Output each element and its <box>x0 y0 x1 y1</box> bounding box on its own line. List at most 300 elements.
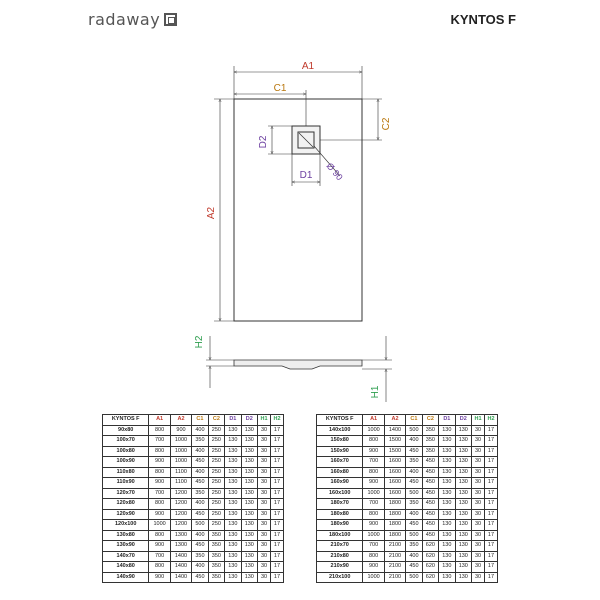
value-cell: 17 <box>270 551 283 562</box>
value-cell: 800 <box>149 530 170 541</box>
value-cell: 400 <box>192 467 208 478</box>
value-cell: 130 <box>455 446 471 457</box>
value-cell: 17 <box>484 520 497 531</box>
value-cell: 30 <box>258 509 271 520</box>
value-cell: 17 <box>270 436 283 447</box>
value-cell: 17 <box>484 572 497 583</box>
size-cell: 130x90 <box>103 541 149 552</box>
column-header: KYNTOS F <box>103 415 149 426</box>
value-cell: 30 <box>258 446 271 457</box>
value-cell: 130 <box>455 530 471 541</box>
value-cell: 400 <box>192 446 208 457</box>
value-cell: 1600 <box>384 467 405 478</box>
size-cell: 100x90 <box>103 457 149 468</box>
value-cell: 450 <box>422 467 438 478</box>
value-cell: 450 <box>192 457 208 468</box>
value-cell: 450 <box>406 478 422 489</box>
value-cell: 30 <box>258 436 271 447</box>
column-header: H2 <box>270 415 283 426</box>
value-cell: 450 <box>422 478 438 489</box>
value-cell: 130 <box>241 488 257 499</box>
dimension-d2 <box>258 126 292 154</box>
value-cell: 130 <box>455 499 471 510</box>
value-cell: 30 <box>258 488 271 499</box>
value-cell: 700 <box>149 488 170 499</box>
value-cell: 450 <box>192 509 208 520</box>
size-cell: 120x80 <box>103 499 149 510</box>
value-cell: 700 <box>363 499 384 510</box>
value-cell: 450 <box>192 572 208 583</box>
value-cell: 250 <box>208 425 224 436</box>
value-cell: 250 <box>208 446 224 457</box>
value-cell: 700 <box>363 457 384 468</box>
size-cell: 180x80 <box>317 509 363 520</box>
value-cell: 130 <box>241 541 257 552</box>
value-cell: 800 <box>149 467 170 478</box>
value-cell: 130 <box>241 509 257 520</box>
value-cell: 17 <box>484 425 497 436</box>
value-cell: 130 <box>225 478 241 489</box>
label-h1: H1 <box>370 385 381 399</box>
value-cell: 620 <box>422 572 438 583</box>
value-cell: 350 <box>192 551 208 562</box>
value-cell: 450 <box>422 509 438 520</box>
value-cell: 30 <box>258 467 271 478</box>
value-cell: 30 <box>258 520 271 531</box>
value-cell: 1800 <box>384 509 405 520</box>
value-cell: 17 <box>270 572 283 583</box>
value-cell: 17 <box>270 446 283 457</box>
dimension-a2 <box>206 99 234 321</box>
value-cell: 800 <box>363 551 384 562</box>
value-cell: 900 <box>149 457 170 468</box>
value-cell: 130 <box>439 436 455 447</box>
value-cell: 900 <box>149 541 170 552</box>
value-cell: 800 <box>363 509 384 520</box>
value-cell: 30 <box>472 509 485 520</box>
value-cell: 130 <box>455 572 471 583</box>
table-row <box>317 488 498 499</box>
table-row <box>103 499 284 510</box>
table-row <box>103 446 284 457</box>
value-cell: 350 <box>422 436 438 447</box>
value-cell: 1000 <box>363 425 384 436</box>
size-cell: 140x70 <box>103 551 149 562</box>
column-header: A1 <box>149 415 170 426</box>
value-cell: 17 <box>270 541 283 552</box>
value-cell: 130 <box>439 478 455 489</box>
value-cell: 1800 <box>384 499 405 510</box>
value-cell: 450 <box>406 520 422 531</box>
size-cell: 210x80 <box>317 551 363 562</box>
value-cell: 250 <box>208 436 224 447</box>
value-cell: 350 <box>406 499 422 510</box>
column-header: D1 <box>439 415 455 426</box>
size-cell: 90x80 <box>103 425 149 436</box>
label-d1: D1 <box>299 170 313 181</box>
value-cell: 130 <box>241 562 257 573</box>
table-row <box>103 436 284 447</box>
value-cell: 700 <box>149 436 170 447</box>
size-cell: 160x100 <box>317 488 363 499</box>
value-cell: 1000 <box>363 488 384 499</box>
value-cell: 130 <box>439 562 455 573</box>
column-header: C1 <box>406 415 422 426</box>
value-cell: 350 <box>208 562 224 573</box>
value-cell: 900 <box>170 425 191 436</box>
value-cell: 1300 <box>170 541 191 552</box>
value-cell: 130 <box>439 425 455 436</box>
value-cell: 17 <box>270 520 283 531</box>
dimension-a1 <box>234 61 362 99</box>
table-row <box>103 551 284 562</box>
size-cell: 140x100 <box>317 425 363 436</box>
value-cell: 30 <box>472 467 485 478</box>
label-c1: C1 <box>273 83 287 94</box>
value-cell: 130 <box>241 551 257 562</box>
dimensions-table-right <box>316 414 498 583</box>
value-cell: 1000 <box>170 457 191 468</box>
value-cell: 130 <box>225 446 241 457</box>
size-cell: 180x70 <box>317 499 363 510</box>
value-cell: 350 <box>208 541 224 552</box>
label-a1: A1 <box>301 61 315 72</box>
value-cell: 400 <box>192 562 208 573</box>
value-cell: 17 <box>484 541 497 552</box>
table-row <box>103 425 284 436</box>
value-cell: 30 <box>258 551 271 562</box>
value-cell: 130 <box>455 436 471 447</box>
value-cell: 130 <box>241 572 257 583</box>
value-cell: 400 <box>406 551 422 562</box>
value-cell: 17 <box>484 457 497 468</box>
value-cell: 30 <box>258 572 271 583</box>
size-cell: 210x70 <box>317 541 363 552</box>
value-cell: 350 <box>192 488 208 499</box>
value-cell: 350 <box>406 457 422 468</box>
value-cell: 130 <box>439 467 455 478</box>
value-cell: 30 <box>472 541 485 552</box>
dimension-c1 <box>234 83 306 126</box>
value-cell: 130 <box>225 541 241 552</box>
dimension-c2 <box>320 99 392 140</box>
table-row <box>103 562 284 573</box>
size-cell: 150x90 <box>317 446 363 457</box>
value-cell: 400 <box>406 467 422 478</box>
value-cell: 900 <box>149 478 170 489</box>
value-cell: 450 <box>406 446 422 457</box>
dimension-diameter <box>314 146 345 182</box>
value-cell: 800 <box>149 499 170 510</box>
value-cell: 30 <box>472 551 485 562</box>
value-cell: 800 <box>149 446 170 457</box>
table-row <box>103 520 284 531</box>
value-cell: 130 <box>439 457 455 468</box>
value-cell: 250 <box>208 467 224 478</box>
value-cell: 2100 <box>384 562 405 573</box>
column-header: KYNTOS F <box>317 415 363 426</box>
dimensions-table-left <box>102 414 284 583</box>
value-cell: 1000 <box>170 436 191 447</box>
value-cell: 350 <box>208 551 224 562</box>
table-row <box>317 530 498 541</box>
value-cell: 1100 <box>170 478 191 489</box>
value-cell: 17 <box>484 509 497 520</box>
value-cell: 30 <box>472 425 485 436</box>
value-cell: 130 <box>455 562 471 573</box>
value-cell: 17 <box>270 425 283 436</box>
value-cell: 1600 <box>384 478 405 489</box>
value-cell: 130 <box>241 446 257 457</box>
table-row <box>103 467 284 478</box>
value-cell: 30 <box>472 562 485 573</box>
value-cell: 130 <box>455 551 471 562</box>
size-cell: 120x70 <box>103 488 149 499</box>
size-cell: 140x80 <box>103 562 149 573</box>
dimension-h2 <box>194 335 234 388</box>
column-header: H1 <box>472 415 485 426</box>
value-cell: 130 <box>241 499 257 510</box>
table-row <box>317 467 498 478</box>
column-header: H2 <box>484 415 497 426</box>
value-cell: 130 <box>455 425 471 436</box>
value-cell: 17 <box>270 509 283 520</box>
value-cell: 17 <box>484 478 497 489</box>
size-cell: 100x70 <box>103 436 149 447</box>
value-cell: 450 <box>192 541 208 552</box>
value-cell: 130 <box>455 541 471 552</box>
value-cell: 17 <box>484 467 497 478</box>
table-row <box>317 572 498 583</box>
size-cell: 120x100 <box>103 520 149 531</box>
table-row <box>103 541 284 552</box>
size-cell: 180x90 <box>317 520 363 531</box>
value-cell: 130 <box>439 446 455 457</box>
value-cell: 130 <box>225 562 241 573</box>
value-cell: 450 <box>422 520 438 531</box>
value-cell: 350 <box>422 425 438 436</box>
value-cell: 130 <box>225 530 241 541</box>
value-cell: 2100 <box>384 551 405 562</box>
value-cell: 130 <box>241 478 257 489</box>
value-cell: 17 <box>270 457 283 468</box>
size-cell: 100x80 <box>103 446 149 457</box>
value-cell: 900 <box>363 562 384 573</box>
value-cell: 1100 <box>170 467 191 478</box>
value-cell: 1500 <box>384 436 405 447</box>
table-row <box>317 436 498 447</box>
value-cell: 130 <box>225 457 241 468</box>
value-cell: 130 <box>225 467 241 478</box>
drain-icon <box>292 126 320 154</box>
value-cell: 1600 <box>384 457 405 468</box>
value-cell: 900 <box>149 572 170 583</box>
label-diameter: Ø 90 <box>324 160 345 183</box>
size-cell: 160x80 <box>317 467 363 478</box>
value-cell: 17 <box>484 436 497 447</box>
value-cell: 130 <box>225 551 241 562</box>
value-cell: 350 <box>422 446 438 457</box>
value-cell: 130 <box>241 520 257 531</box>
value-cell: 250 <box>208 488 224 499</box>
value-cell: 130 <box>439 509 455 520</box>
value-cell: 30 <box>472 530 485 541</box>
value-cell: 250 <box>208 457 224 468</box>
table-row <box>317 457 498 468</box>
value-cell: 900 <box>149 509 170 520</box>
table-row <box>317 446 498 457</box>
value-cell: 1400 <box>170 562 191 573</box>
value-cell: 250 <box>208 478 224 489</box>
value-cell: 500 <box>406 425 422 436</box>
size-cell: 180x100 <box>317 530 363 541</box>
value-cell: 130 <box>439 572 455 583</box>
value-cell: 30 <box>472 446 485 457</box>
table-row <box>103 509 284 520</box>
value-cell: 1800 <box>384 520 405 531</box>
value-cell: 350 <box>208 572 224 583</box>
size-cell: 210x90 <box>317 562 363 573</box>
value-cell: 17 <box>484 551 497 562</box>
value-cell: 130 <box>439 551 455 562</box>
value-cell: 350 <box>192 436 208 447</box>
value-cell: 1600 <box>384 488 405 499</box>
value-cell: 130 <box>241 436 257 447</box>
value-cell: 1200 <box>170 520 191 531</box>
value-cell: 400 <box>192 530 208 541</box>
value-cell: 30 <box>472 478 485 489</box>
table-row <box>317 551 498 562</box>
value-cell: 500 <box>406 530 422 541</box>
value-cell: 1000 <box>149 520 170 531</box>
label-d2: D2 <box>258 135 269 149</box>
value-cell: 130 <box>241 425 257 436</box>
value-cell: 1400 <box>170 572 191 583</box>
table-header-row <box>103 415 284 426</box>
value-cell: 400 <box>192 425 208 436</box>
value-cell: 17 <box>270 467 283 478</box>
value-cell: 17 <box>484 562 497 573</box>
table-row <box>103 457 284 468</box>
value-cell: 900 <box>363 446 384 457</box>
value-cell: 250 <box>208 499 224 510</box>
value-cell: 500 <box>406 572 422 583</box>
value-cell: 130 <box>455 488 471 499</box>
value-cell: 620 <box>422 541 438 552</box>
table-row <box>103 572 284 583</box>
size-cell: 120x90 <box>103 509 149 520</box>
column-header: A2 <box>384 415 405 426</box>
table-row <box>317 520 498 531</box>
size-cell: 110x80 <box>103 467 149 478</box>
value-cell: 1200 <box>170 499 191 510</box>
value-cell: 30 <box>258 499 271 510</box>
column-header: D2 <box>455 415 471 426</box>
value-cell: 1800 <box>384 530 405 541</box>
table-row <box>317 562 498 573</box>
value-cell: 30 <box>258 457 271 468</box>
value-cell: 130 <box>439 488 455 499</box>
label-h2: H2 <box>194 335 205 349</box>
value-cell: 17 <box>270 562 283 573</box>
value-cell: 620 <box>422 551 438 562</box>
value-cell: 130 <box>225 520 241 531</box>
value-cell: 30 <box>472 520 485 531</box>
value-cell: 2100 <box>384 541 405 552</box>
dimension-h1 <box>362 336 392 402</box>
value-cell: 17 <box>270 478 283 489</box>
value-cell: 800 <box>149 562 170 573</box>
size-cell: 210x100 <box>317 572 363 583</box>
value-cell: 1300 <box>170 530 191 541</box>
value-cell: 130 <box>455 457 471 468</box>
value-cell: 130 <box>225 425 241 436</box>
table-row <box>103 478 284 489</box>
value-cell: 130 <box>439 499 455 510</box>
column-header: D2 <box>241 415 257 426</box>
value-cell: 17 <box>484 530 497 541</box>
size-cell: 130x80 <box>103 530 149 541</box>
value-cell: 400 <box>406 436 422 447</box>
value-cell: 450 <box>422 457 438 468</box>
value-cell: 700 <box>149 551 170 562</box>
value-cell: 800 <box>363 436 384 447</box>
value-cell: 130 <box>241 530 257 541</box>
label-a2: A2 <box>206 206 217 220</box>
dimension-d1 <box>292 154 320 186</box>
value-cell: 1000 <box>170 446 191 457</box>
value-cell: 30 <box>258 425 271 436</box>
value-cell: 130 <box>455 467 471 478</box>
value-cell: 17 <box>270 530 283 541</box>
value-cell: 130 <box>225 436 241 447</box>
value-cell: 30 <box>472 457 485 468</box>
value-cell: 130 <box>241 467 257 478</box>
table-row <box>317 499 498 510</box>
value-cell: 250 <box>208 509 224 520</box>
value-cell: 900 <box>363 478 384 489</box>
table-row <box>317 541 498 552</box>
value-cell: 450 <box>422 488 438 499</box>
size-cell: 110x90 <box>103 478 149 489</box>
value-cell: 17 <box>270 488 283 499</box>
value-cell: 130 <box>225 509 241 520</box>
value-cell: 130 <box>455 520 471 531</box>
value-cell: 250 <box>208 520 224 531</box>
value-cell: 1200 <box>170 488 191 499</box>
value-cell: 30 <box>258 541 271 552</box>
column-header: D1 <box>225 415 241 426</box>
size-cell: 160x70 <box>317 457 363 468</box>
table-header-row <box>317 415 498 426</box>
value-cell: 130 <box>225 488 241 499</box>
value-cell: 17 <box>484 446 497 457</box>
label-c2: C2 <box>381 117 392 131</box>
tray-side-view <box>234 360 362 369</box>
value-cell: 30 <box>472 572 485 583</box>
value-cell: 130 <box>439 541 455 552</box>
value-cell: 1000 <box>363 572 384 583</box>
value-cell: 1200 <box>170 509 191 520</box>
brand-name: radaway <box>88 10 161 29</box>
value-cell: 130 <box>225 499 241 510</box>
value-cell: 400 <box>192 499 208 510</box>
value-cell: 17 <box>270 499 283 510</box>
value-cell: 30 <box>258 562 271 573</box>
value-cell: 620 <box>422 562 438 573</box>
size-cell: 140x90 <box>103 572 149 583</box>
value-cell: 17 <box>484 488 497 499</box>
